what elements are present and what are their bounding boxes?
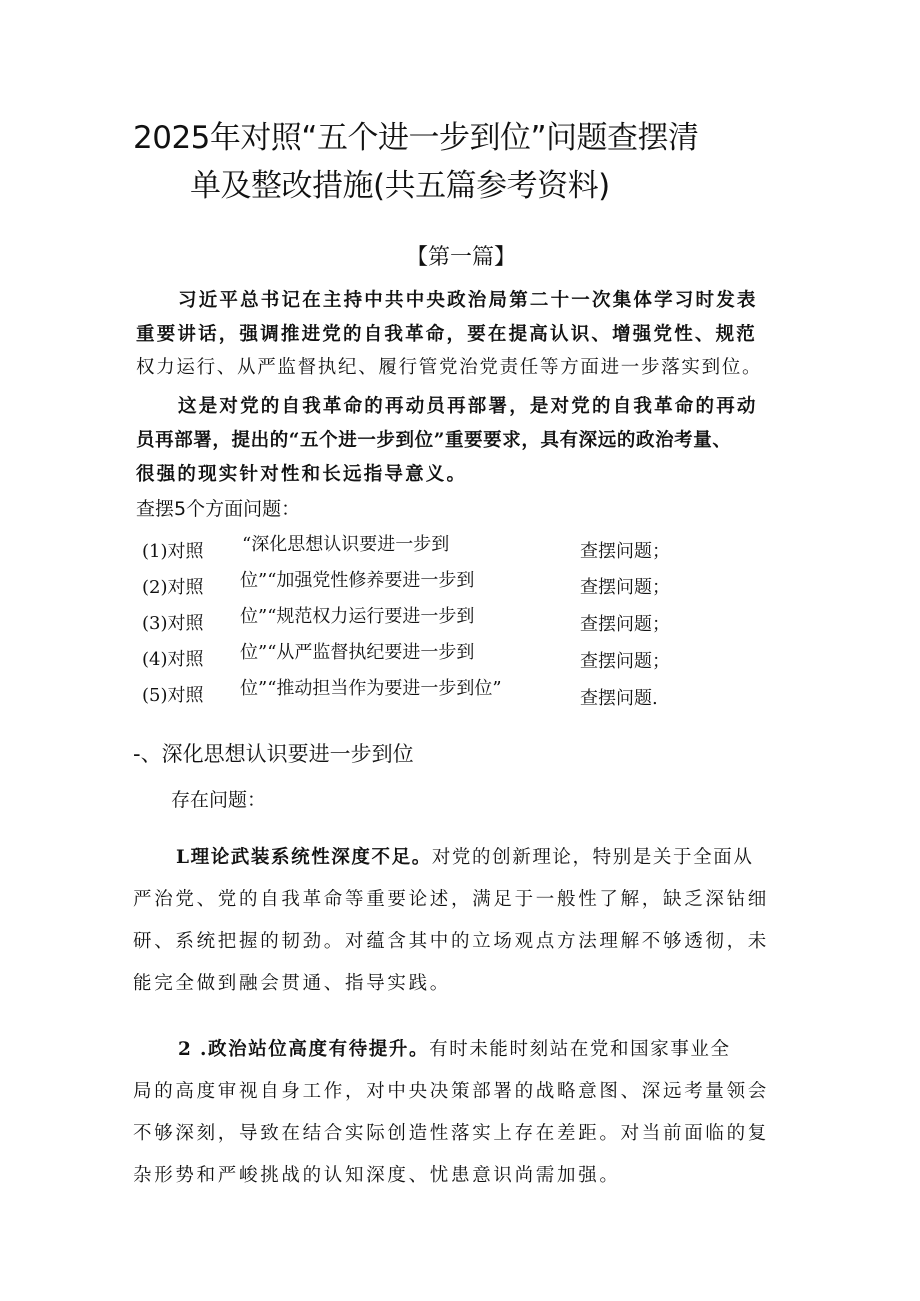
issue-2-line: 局的高度审视自身工作，对中央决策部署的战略意图、深远考量领会 <box>133 1081 770 1102</box>
issue-1-line: 能完全做到融会贯通、指导实践。 <box>133 973 452 994</box>
issue-list <box>130 520 690 709</box>
list-number: (1)对照 <box>142 541 204 562</box>
issue-2-first-line <box>178 1035 731 1061</box>
list-number: (3)对照 <box>142 613 204 634</box>
list-text: 位”“推动担当作为要进一步到位” <box>240 678 502 699</box>
issue-1-text: 对党的创新理论，特别是关于全面从 <box>431 847 754 868</box>
issue-2-text: 有时未能时刻站在党和国家事业全 <box>429 1039 731 1060</box>
issue-1-line: 严治党、党的自我革命等重要论述，满足于一般性了解，缺乏深钻细 <box>133 889 770 910</box>
list-number: (4)对照 <box>142 649 204 670</box>
list-suffix: 查摆问题. <box>580 688 658 709</box>
list-text: 位”“加强党性修养要进一步到 <box>240 570 475 591</box>
issue-2-heading: .政治站位高度有待提升。 <box>199 1039 430 1060</box>
issue-2-line: 杂形势和严峻挑战的认知深度、忧患意识尚需加强。 <box>133 1165 621 1186</box>
intro-line: 权力运行、从严监督执纪、履行管党治党责任等方面进一步落实到位。 <box>136 357 763 378</box>
list-suffix: 查摆问题； <box>580 651 670 672</box>
list-intro: 查摆5个方面问题： <box>136 498 301 520</box>
intro-line: 习近平总书记在主持中共中央政治局第二十一次集体学习时发表 <box>178 290 758 311</box>
section-1-heading: -、深化思想认识要进一步到位 <box>133 742 414 766</box>
list-number: (5)对照 <box>142 685 204 706</box>
issue-1-line: 研、系统把握的韧劲。对蕴含其中的立场观点方法理解不够透彻，未 <box>133 931 770 952</box>
list-text: 位”“规范权力运行要进一步到 <box>240 606 475 627</box>
list-number: (2)对照 <box>142 577 204 598</box>
issue-1-first-line <box>176 843 753 869</box>
issues-label: 存在问题： <box>171 789 267 811</box>
list-text: “深化思想认识要进一步到 <box>242 534 450 555</box>
intro-line: 很强的现实针对性和长远指导意义。 <box>136 464 468 485</box>
intro-line: 员再部署，提出的“五个进一步到位”重要要求，具有深远的政治考量、 <box>136 430 732 451</box>
page-title-line-2: 单及整改措施(共五篇参考资料) <box>190 168 610 204</box>
intro-line: 这是对党的自我革命的再动员再部署，是对党的自我革命的再动 <box>178 396 758 417</box>
list-suffix: 查摆问题； <box>580 541 670 562</box>
issue-1-heading: L理论武装系统性深度不足。 <box>176 847 432 868</box>
issue-2-line: 不够深刻，导致在结合实际创造性落实上存在差距。对当前面临的复 <box>133 1123 770 1144</box>
page-title-line-1: 2025年对照“五个进一步到位”问题查摆清 <box>133 120 699 156</box>
list-suffix: 查摆问题； <box>580 614 670 635</box>
section-heading: 【第一篇】 <box>406 245 517 270</box>
issue-2-number: 2 <box>178 1039 193 1060</box>
intro-line: 重要讲话，强调推进党的自我革命，要在提高认识、增强党性、规范 <box>136 324 758 345</box>
list-text: 位”“从严监督执纪要进一步到 <box>240 642 475 663</box>
list-suffix: 查摆问题； <box>580 577 670 598</box>
